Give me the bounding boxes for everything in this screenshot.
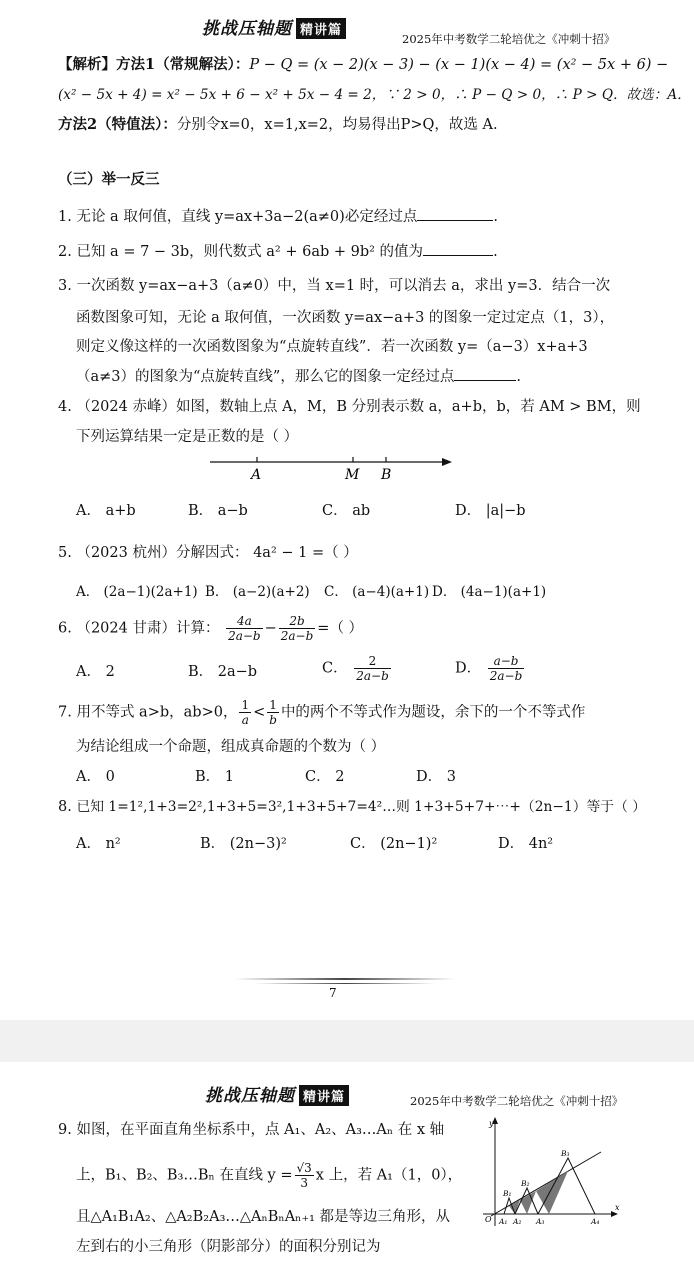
q4-option-b[interactable]: B． a−b <box>188 503 248 519</box>
q7-fb-den: b <box>269 713 277 727</box>
q9-frac-num: √3 <box>296 1161 312 1175</box>
q2-number: 2. <box>58 244 72 260</box>
q6-option-d-label: D． <box>455 660 482 677</box>
question-1 <box>58 206 498 227</box>
q6-option-c-fraction <box>354 654 391 683</box>
q1-number: 1. <box>58 209 72 225</box>
q4-number: 4. <box>58 399 72 415</box>
fig-label-a3: A₃ <box>536 1217 545 1226</box>
q5-option-a[interactable]: A． (2a−1)(2a+1) <box>76 584 198 600</box>
q7-line1-a: 用不等式 a>b，ab>0， <box>76 704 238 721</box>
header-logo <box>202 14 346 39</box>
q7-lt: < <box>253 704 266 721</box>
q5-text: （2023 杭州）分解因式： 4a² − 1 =（ ） <box>76 545 358 561</box>
q7-fa-den: a <box>241 713 249 727</box>
label-m: M <box>345 467 360 483</box>
analysis-line-1 <box>58 55 668 75</box>
method1-label: 方法1（常规解法）： <box>116 56 250 73</box>
q3-number: 3. <box>58 278 72 294</box>
fig-label-x: x <box>615 1203 620 1212</box>
q6-d-den: 2a−b <box>489 669 523 683</box>
q7-option-c[interactable]: C． 2 <box>305 769 345 785</box>
q6-option-c-label: C． <box>322 660 348 677</box>
q8-option-a[interactable]: A． n² <box>76 836 121 852</box>
q6-minus: − <box>264 620 277 637</box>
q6-frac2-den: 2a−b <box>280 629 314 643</box>
page-number: 7 <box>329 986 337 1000</box>
logo-text: 挑战压轴题 <box>202 19 292 39</box>
q6-option-d-fraction <box>488 654 525 683</box>
q9-number: 9. <box>58 1122 72 1138</box>
q4-line2: 下列运算结果一定是正数的是（ ） <box>76 429 299 445</box>
question-8 <box>58 797 646 817</box>
q2-text: 已知 a = 7 − 3b，则代数式 a² + 6ab + 9b² 的值为 <box>76 244 424 260</box>
q7-number: 7. <box>58 704 72 721</box>
q2-answer-blank[interactable] <box>423 241 493 256</box>
q3-end: . <box>516 369 521 385</box>
q8-option-b[interactable]: B． (2n−3)² <box>200 836 287 852</box>
method2-text: 分别令x=0，x=1,x=2，均易得出P>Q，故选 A. <box>176 117 498 133</box>
footer-rule <box>235 978 455 980</box>
q7-option-d[interactable]: D． 3 <box>416 769 456 785</box>
q7-fraction-a <box>239 698 251 727</box>
q8-number: 8. <box>58 799 72 815</box>
q6-c-den: 2a−b <box>356 669 389 683</box>
fig-label-a4: A₄ <box>591 1217 600 1226</box>
q6-option-d[interactable] <box>455 654 526 683</box>
q7-fb-num: 1 <box>267 698 279 713</box>
number-line-figure <box>200 448 460 486</box>
q9-line2-a: 上，B₁、B₂、B₃…Bₙ 在直线 y = <box>76 1167 293 1184</box>
q6-frac2-num: 2b <box>279 614 316 629</box>
q6-text: （2024 甘肃）计算： <box>76 620 220 637</box>
q3-line4: （a≠3）的图象为“点旋转直线”，那么它的图象一定经过点 <box>76 369 455 385</box>
q8-option-d[interactable]: D． 4n² <box>498 836 554 852</box>
logo-badge-2: 精讲篇 <box>299 1085 349 1106</box>
page-separator <box>0 1020 694 1062</box>
q4-option-c[interactable]: C． ab <box>322 503 371 519</box>
question-4-line-1 <box>58 397 641 417</box>
q6-fraction-2 <box>279 614 316 643</box>
series-title: 2025年中考数学二轮培优之《冲刺十招》 <box>402 32 616 46</box>
q3-line1: 一次函数 y=ax−a+3（a≠0）中，当 x=1 时，可以消去 a，求出 y=3．结合一次 <box>76 278 611 294</box>
q7-option-a[interactable]: A． 0 <box>76 769 115 785</box>
q5-number: 5. <box>58 545 72 561</box>
q7-option-b[interactable]: B． 1 <box>195 769 234 785</box>
q5-option-c[interactable]: C． (a−4)(a+1) <box>324 584 430 600</box>
fig-label-o: O <box>485 1215 492 1224</box>
q6-frac1-den: 2a−b <box>228 629 261 643</box>
q6-d-num: a−b <box>488 654 525 669</box>
method2-label: 方法2（特值法）： <box>58 116 177 133</box>
page-2 <box>0 1062 694 1280</box>
logo-badge: 精讲篇 <box>296 18 346 39</box>
q5-option-b[interactable]: B． (a−2)(a+2) <box>205 584 310 600</box>
question-7-line-1 <box>58 698 585 727</box>
question-3-line-1 <box>58 276 610 296</box>
method1-line2: (x² − 5x + 4) = x² − 5x + 6 − x² + 5x − 4 = 2，∵ 2 > 0，∴ P − Q > 0，∴ P > Q．故选：A． <box>58 87 691 103</box>
fig-label-a2: A₂ <box>513 1217 522 1226</box>
q9-line3: 且△A₁B₁A₂、△A₂B₂A₃…△AₙBₙAₙ₊₁ 都是等边三角形，从 <box>76 1209 451 1225</box>
q9-line2-b: x 上，若 A₁（1，0）， <box>315 1167 463 1184</box>
q4-line1: （2024 赤峰）如图，数轴上点 A，M，B 分别表示数 a，a+b，b，若 AM > BM，则 <box>76 399 641 415</box>
method1-line1: P − Q = (x − 2)(x − 3) − (x − 1)(x − 4) = (x² − 5x + 6) − <box>249 57 669 73</box>
number-line-arrow <box>442 458 452 466</box>
q9-fraction <box>295 1161 314 1190</box>
q6-fraction-1 <box>226 614 263 643</box>
series-title-2: 2025年中考数学二轮培优之《冲刺十招》 <box>410 1094 624 1108</box>
fig-label-b1: B₁ <box>503 1189 512 1198</box>
q6-option-b[interactable]: B． 2a−b <box>188 664 258 680</box>
section-title: （三）举一反三 <box>58 171 160 188</box>
q5-option-d[interactable]: D． (4a−1)(a+1) <box>432 584 547 600</box>
shaded-triangle-3 <box>536 1171 568 1214</box>
q6-tail: =（ ） <box>317 620 364 637</box>
fig-label-b3: B₃ <box>561 1149 570 1158</box>
question-6 <box>58 614 363 643</box>
logo-text-2: 挑战压轴题 <box>205 1086 295 1106</box>
q6-frac1-num: 4a <box>226 614 263 629</box>
q7-fa-num: 1 <box>241 698 250 712</box>
q4-option-d[interactable]: D． |a|−b <box>455 503 526 519</box>
q6-option-c[interactable] <box>322 654 393 683</box>
q7-line1-b: 中的两个不等式作为题设，余下的一个不等式作 <box>280 704 586 721</box>
q2-end: . <box>493 244 498 260</box>
q1-text: 无论 a 取何值，直线 y=ax+3a−2(a≠0)必定经过点 <box>76 209 418 225</box>
header-logo-2 <box>205 1081 349 1106</box>
question-9-line-2 <box>76 1161 462 1190</box>
q1-answer-blank[interactable] <box>417 206 493 221</box>
q3-line3: 则定义像这样的一次函数图象为“点旋转直线”．若一次函数 y=（a−3）x+a+3 <box>76 339 588 355</box>
q7-fraction-b <box>267 698 279 727</box>
triangles-figure <box>465 1114 635 1234</box>
analysis-label: 【解析】 <box>58 56 116 73</box>
analysis-line-3 <box>58 115 498 135</box>
fig-label-y: y <box>489 1119 494 1128</box>
q9-line1: 如图，在平面直角坐标系中，点 A₁、A₂、A₃…Aₙ 在 x 轴 <box>76 1122 445 1138</box>
fig-label-b2: B₂ <box>521 1179 530 1188</box>
q9-frac-den: 3 <box>300 1176 308 1190</box>
q4-option-a[interactable]: A． a+b <box>76 503 136 519</box>
q7-line2: 为结论组成一个命题，组成真命题的个数为（ ） <box>76 739 386 755</box>
q6-option-a[interactable]: A． 2 <box>76 664 115 680</box>
q3-line2: 函数图象可知，无论 a 取何值，一次函数 y=ax−a+3 的图象一定过定点（1，3）， <box>76 310 615 326</box>
question-3-line-4 <box>76 366 521 387</box>
q6-c-num: 2 <box>354 654 391 669</box>
q3-answer-blank[interactable] <box>454 366 516 381</box>
q6-number: 6. <box>58 620 72 637</box>
question-2 <box>58 241 498 262</box>
footer-rule-2 <box>255 983 435 984</box>
question-9-line-1 <box>58 1120 444 1140</box>
fig-label-a1: A₁ <box>499 1217 508 1226</box>
q9-line4: 左到右的小三角形（阴影部分）的面积分别记为 <box>76 1239 381 1255</box>
q8-option-c[interactable]: C． (2n−1)² <box>350 836 438 852</box>
q1-end: . <box>493 209 498 225</box>
q8-text: 已知 1=1²,1+3=2²,1+3+5=3²,1+3+5+7=4²…则 1+3+5+7+⋯+（2n−1）等于（ ） <box>76 799 647 815</box>
label-a: A <box>251 467 262 483</box>
question-5 <box>58 543 358 563</box>
label-b: B <box>381 467 392 483</box>
